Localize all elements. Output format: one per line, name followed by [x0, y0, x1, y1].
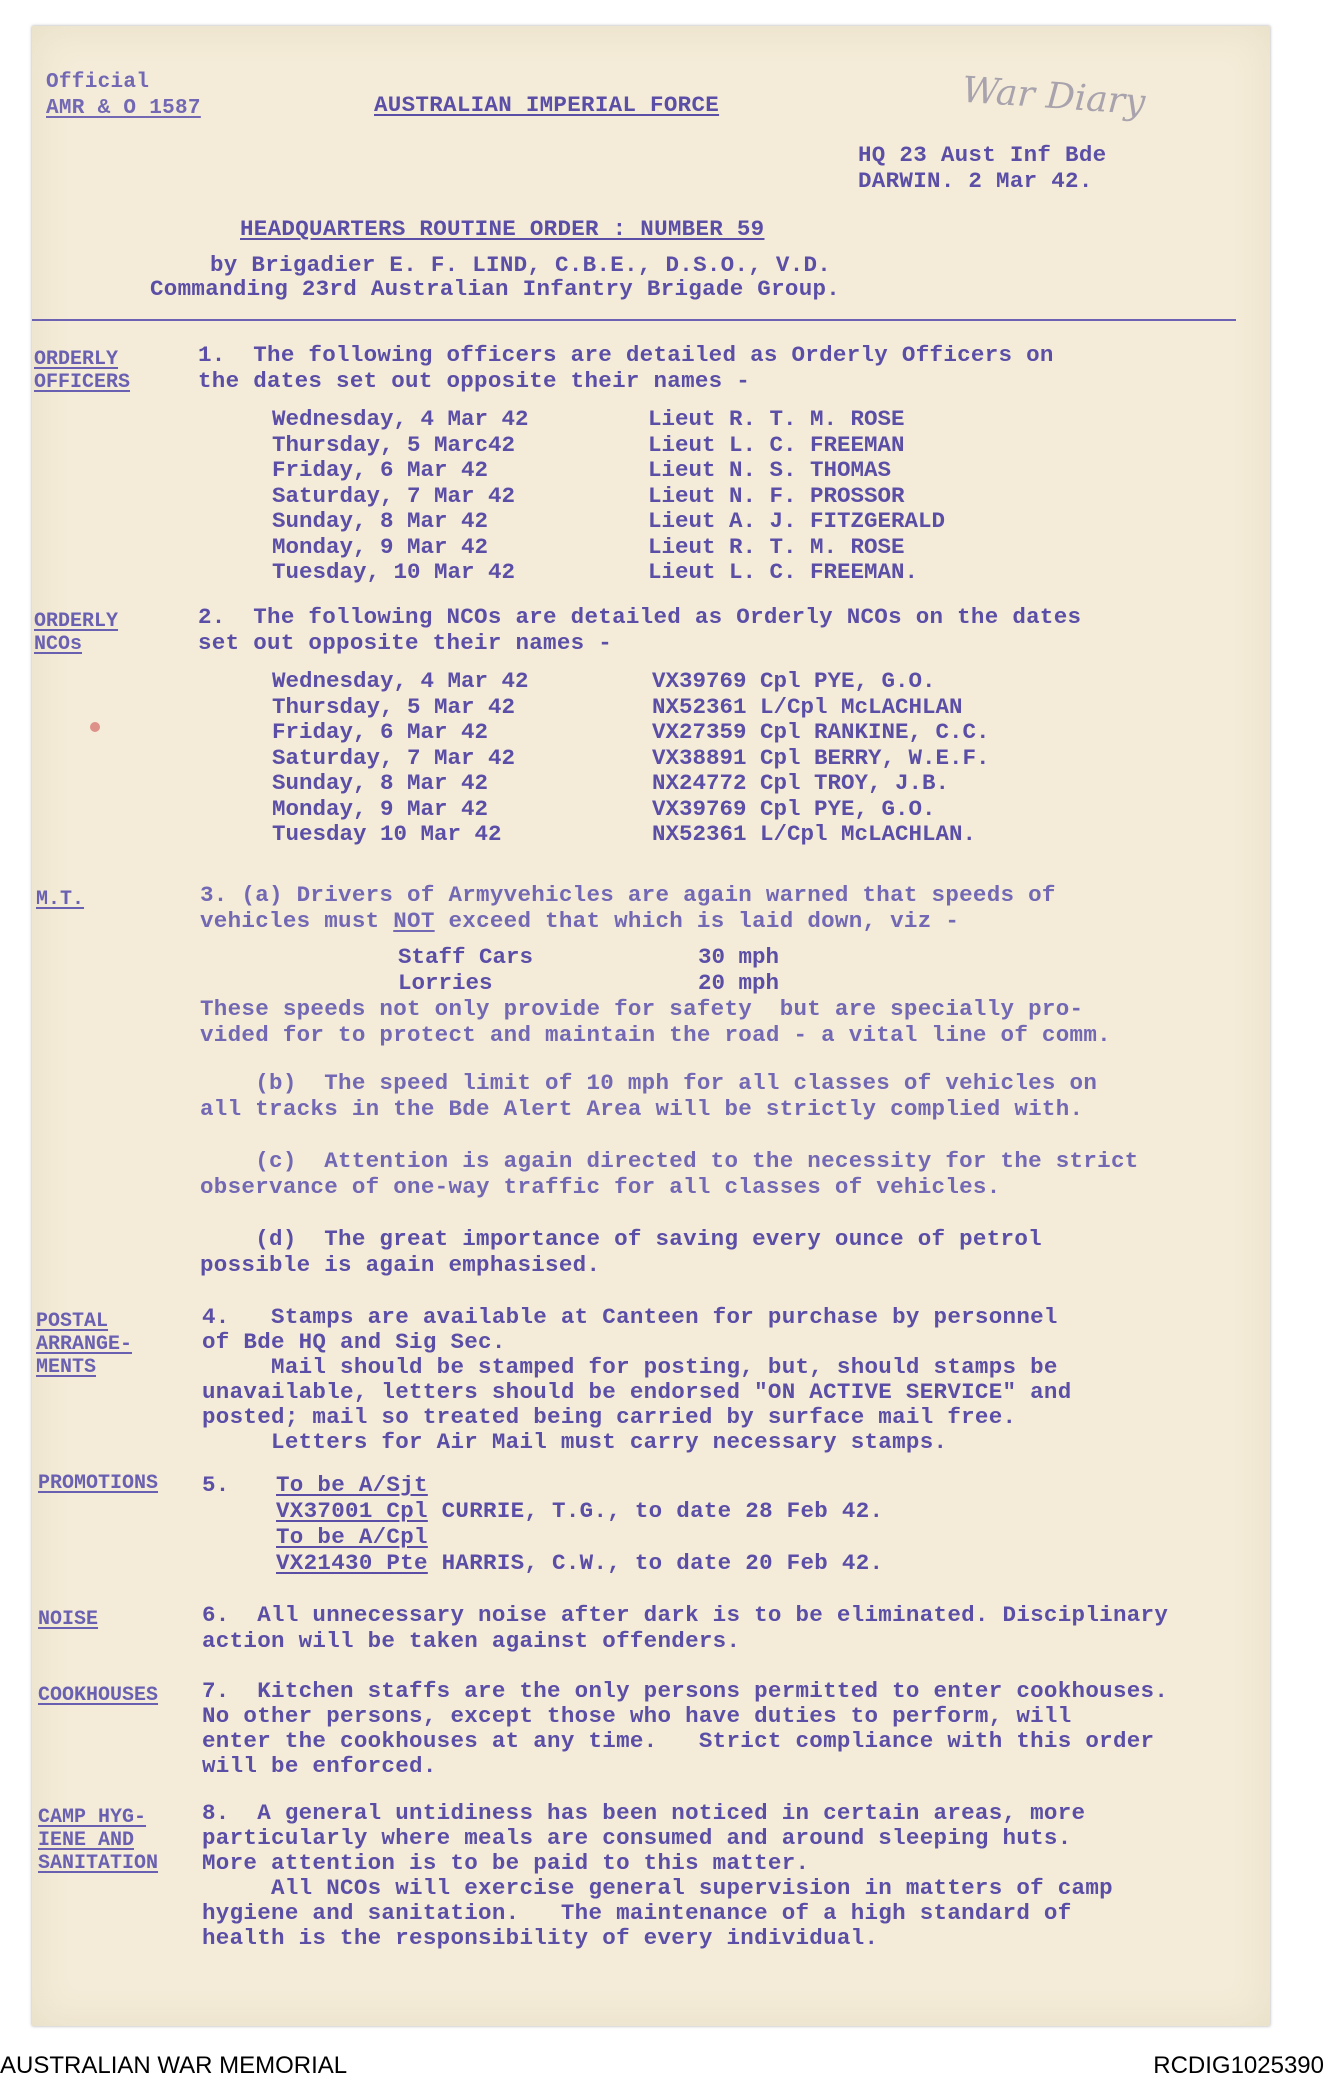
footer-source: AUSTRALIAN WAR MEMORIAL [0, 2052, 348, 2079]
para-1-line-2: the dates set out opposite their names - [198, 368, 751, 394]
list-item-day: Saturday, 7 Mar 42 [272, 482, 516, 509]
list-item-day: Monday, 9 Mar 42 [272, 795, 489, 822]
paragraph-line: enter the cookhouses at any time. Strict compliance with this order [202, 1728, 1155, 1754]
side-heading-camp-hygiene: CAMP HYG- IENE AND SANITATION [38, 1806, 159, 1875]
handwritten-annotation: War Diary [960, 69, 1147, 124]
side-heading-postal: POSTAL ARRANGE- MENTS [36, 1310, 133, 1379]
list-item-day: Wednesday, 4 Mar 42 [272, 668, 529, 694]
para-3a-line-3: These speeds not only provide for safety but are specially pro- [200, 996, 1084, 1022]
paragraph-line: will be enforced. [202, 1753, 437, 1779]
list-item-day: Tuesday, 10 Mar 42 [272, 559, 516, 585]
side-heading-noise: NOISE [38, 1608, 99, 1631]
speed-limit-lorries: 20 mph [698, 970, 780, 996]
list-item-name: Lieut A. J. FITZGERALD [648, 508, 946, 534]
paragraph-line: health is the responsibility of every individual. [202, 1925, 879, 1951]
red-stain-mark [90, 722, 100, 732]
list-item-name: Lieut N. S. THOMAS [648, 457, 892, 483]
list-item-day: Thursday, 5 Mar 42 [272, 693, 516, 720]
list-item-day: Sunday, 8 Mar 42 [272, 508, 489, 534]
footer-identifier: RCDIG1025390 [1153, 2052, 1324, 2079]
list-item-name: VX27359 Cpl RANKINE, C.C. [652, 719, 990, 745]
list-item-name: NX52361 L/Cpl McLACHLAN. [652, 821, 977, 847]
paragraph-line: of Bde HQ and Sig Sec. [202, 1329, 506, 1355]
place-date: DARWIN. 2 Mar 42. [858, 168, 1093, 194]
list-item-day: Saturday, 7 Mar 42 [272, 744, 516, 771]
para-3a-line-2: vehicles must NOT exceed that which is laid down, viz - [200, 908, 960, 934]
side-heading-orderly-officers: ORDERLY OFFICERS [34, 348, 131, 394]
list-item-day: Monday, 9 Mar 42 [272, 533, 489, 560]
para-3b-line-2: all tracks in the Bde Alert Area will be strictly complied with. [200, 1096, 1084, 1122]
para-3a-line-4: vided for to protect and maintain the road - a vital line of comm. [200, 1022, 1111, 1048]
list-item-name: Lieut N. F. PROSSOR [648, 482, 905, 509]
paragraph-line: 7. Kitchen staffs are the only persons permitted to enter cookhouses. [202, 1678, 1169, 1704]
paragraph-line: No other persons, except those who have duties to perform, will [202, 1703, 1072, 1729]
para-2-line-1: 2. The following NCOs are detailed as Orderly NCOs on the dates [198, 604, 1082, 630]
list-item-name: Lieut L. C. FREEMAN. [648, 559, 919, 585]
list-item-name: Lieut L. C. FREEMAN [648, 431, 905, 458]
paragraph-line: Letters for Air Mail must carry necessary stamps. [202, 1429, 948, 1455]
para-3a-line-1: 3. (a) Drivers of Armyvehicles are again warned that speeds of [200, 882, 1056, 908]
list-item-name: Lieut R. T. M. ROSE [648, 533, 905, 560]
promotion-line-harris: VX21430 Pte HARRIS, C.W., to date 20 Feb 42. [276, 1550, 884, 1576]
list-item-name: Lieut R. T. M. ROSE [648, 406, 905, 432]
order-title: HEADQUARTERS ROUTINE ORDER : NUMBER 59 [240, 216, 765, 242]
speed-limit-staff-cars: 30 mph [698, 944, 780, 970]
para-2-line-2: set out opposite their names - [198, 630, 613, 656]
paragraph-line: 8. A general untidiness has been noticed in certain areas, more [202, 1800, 1086, 1826]
list-item-name: VX39769 Cpl PYE, G.O. [652, 795, 936, 822]
speed-kind-staff-cars: Staff Cars [398, 944, 534, 970]
paragraph-line: posted; mail so treated being carried by surface mail free. [202, 1404, 1017, 1430]
document-page [32, 26, 1270, 2026]
list-item-day: Wednesday, 4 Mar 42 [272, 406, 529, 432]
para-3d-line-2: possible is again emphasised. [200, 1252, 601, 1278]
force-title: AUSTRALIAN IMPERIAL FORCE [374, 92, 720, 118]
list-item-day: Friday, 6 Mar 42 [272, 719, 489, 745]
para-3c-line-1: (c) Attention is again directed to the necessity for the strict [200, 1148, 1139, 1174]
issued-by: by Brigadier E. F. LIND, C.B.E., D.S.O., V.D. [210, 252, 832, 278]
paragraph-line: hygiene and sanitation. The maintenance of a high standard of [202, 1900, 1072, 1926]
paragraph-line: More attention is to be paid to this matter. [202, 1850, 810, 1876]
paragraph-line: All NCOs will exercise general supervision in matters of camp [202, 1875, 1113, 1901]
list-item-day: Sunday, 8 Mar 42 [272, 770, 489, 796]
para-3d-line-1: (d) The great importance of saving every ounce of petrol [200, 1226, 1042, 1252]
commanding-line: Commanding 23rd Australian Infantry Brigade Group. [150, 276, 841, 302]
promotion-heading-cpl: To be A/Cpl [276, 1524, 428, 1550]
speed-kind-lorries: Lorries [398, 970, 493, 996]
hq-designation: HQ 23 Aust Inf Bde [858, 142, 1107, 168]
list-item-name: NX52361 L/Cpl McLACHLAN [652, 693, 963, 720]
header-divider [32, 319, 1236, 321]
list-item-day: Thursday, 5 Marc42 [272, 431, 516, 458]
list-item-day: Friday, 6 Mar 42 [272, 457, 489, 483]
side-heading-orderly-ncos: ORDERLY NCOs [34, 610, 119, 656]
amr-reference: AMR & O 1587 [46, 97, 201, 120]
promotion-line-currie: VX37001 Cpl CURRIE, T.G., to date 28 Feb 42. [276, 1498, 884, 1524]
paragraph-line: Mail should be stamped for posting, but, should stamps be [202, 1354, 1058, 1380]
list-item-name: VX38891 Cpl BERRY, W.E.F. [652, 744, 990, 771]
official-label: Official [46, 71, 150, 94]
promotion-heading-sjt: To be A/Sjt [276, 1472, 428, 1498]
side-heading-promotions: PROMOTIONS [38, 1472, 159, 1495]
side-heading-cookhouses: COOKHOUSES [38, 1684, 159, 1707]
para-3b-line-1: (b) The speed limit of 10 mph for all classes of vehicles on [200, 1070, 1098, 1096]
para-3c-line-2: observance of one-way traffic for all classes of vehicles. [200, 1174, 1001, 1200]
list-item-day: Tuesday 10 Mar 42 [272, 821, 502, 847]
paragraph-line: particularly where meals are consumed and around sleeping huts. [202, 1825, 1072, 1851]
list-item-name: VX39769 Cpl PYE, G.O. [652, 668, 936, 694]
para-1-line-1: 1. The following officers are detailed as Orderly Officers on [198, 342, 1054, 368]
paragraph-line: unavailable, letters should be endorsed "ON ACTIVE SERVICE" and [202, 1379, 1072, 1405]
paragraph-line: 4. Stamps are available at Canteen for purchase by personnel [202, 1304, 1058, 1330]
para-6-line-1: 6. All unnecessary noise after dark is to be eliminated. Disciplinary [202, 1602, 1169, 1628]
list-item-name: NX24772 Cpl TROY, J.B. [652, 770, 950, 796]
para-5-number: 5. [202, 1472, 230, 1498]
para-6-line-2: action will be taken against offenders. [202, 1628, 741, 1654]
side-heading-mt: M.T. [36, 888, 85, 911]
